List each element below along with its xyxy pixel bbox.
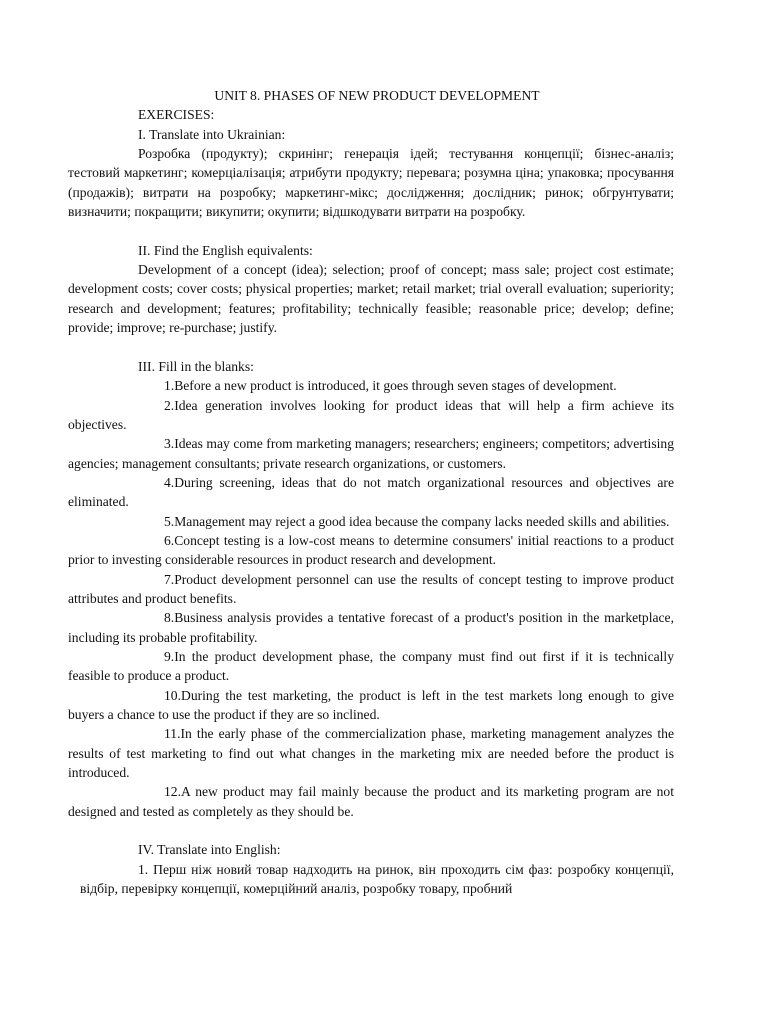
item-text: Ideas may come from marketing managers; researchers; engineers; competitors; advertising agencies; management consultants; private research organizations, or customers. (68, 436, 674, 471)
list-item (68, 570, 674, 609)
list-item (68, 724, 674, 782)
item-number: 7. (164, 571, 175, 587)
item-text: In the product development phase, the company must find out first if it is technically feasible to produce a product. (68, 648, 674, 684)
list-item (68, 396, 674, 435)
item-number: 5. (164, 513, 175, 529)
item-text: Business analysis provides a tentative forecast of a product's position in the marketplace, including its probable profitability. (68, 610, 674, 645)
item-text: Перш ніж новий товар надходить на ринок, він проходить сім фаз: розробку концепції, відбір, перевірку концепції, комерційний аналіз, розробку товару, пробний (80, 861, 674, 897)
section-4-heading: IV. Translate into English: (138, 842, 281, 858)
item-number: 11. (164, 726, 181, 742)
section-3-heading: III. Fill in the blanks: (138, 358, 254, 374)
section-1-text: Розробка (продукту); скринінг; генерація ідей; тестування концепції; бізнес-аналіз; тестовий маркетинг; комерціалізація; атрибути продукту; перевага; розумна ціна; упаковка; просування (продажів); витрати на розробку; маркетинг-мікс; дослідження; дослідник; ринок; обгрунтувати; визначити; покращити; викупити; окупити; відшкодувати витрати на розробку. (68, 146, 674, 220)
item-number: 1. (164, 378, 175, 394)
list-item (68, 376, 674, 395)
item-text: Before a new product is introduced, it goes through seven stages of development. (174, 378, 617, 394)
item-number: 8. (164, 610, 175, 626)
item-number: 1. (138, 861, 149, 877)
exercises-label: EXERCISES: (138, 107, 215, 123)
item-text: During screening, ideas that do not match organizational resources and objectives are eliminated. (68, 474, 674, 510)
list-item (68, 782, 674, 821)
spacer (68, 337, 674, 356)
list-item (68, 860, 674, 899)
list-item (68, 434, 674, 473)
section-2-text: Development of a concept (idea); selection; proof of concept; mass sale; project cost estimate; development costs; cover costs; physical properties; market; retail market; trial overall evaluation; superiority; research and development; features; profitability; technically feasible; reasonable price; develop; define; provide; improve; re-purchase; justify. (68, 262, 674, 336)
item-text: Product development personnel can use the results of concept testing to improve product attributes and product benefits. (68, 571, 674, 606)
item-text: A new product may fail mainly because the product and its marketing program are not designed and tested as completely as they should be. (68, 784, 674, 819)
item-number: 4. (164, 474, 175, 490)
item-text: Concept testing is a low-cost means to determine consumers' initial reactions to a product prior to investing considerable resources in product research and development. (68, 532, 674, 568)
document-page (68, 86, 674, 898)
fill-in-blanks-list (68, 376, 674, 821)
list-item (68, 473, 674, 512)
list-item (68, 512, 674, 531)
item-number: 12. (164, 784, 181, 800)
item-number: 10. (164, 687, 181, 703)
page-title: UNIT 8. PHASES OF NEW PRODUCT DEVELOPMENT (214, 88, 540, 103)
item-text: Management may reject a good idea because the company lacks needed skills and abilities. (174, 513, 670, 529)
list-item (68, 608, 674, 647)
item-number: 6. (164, 532, 175, 548)
item-number: 9. (164, 648, 175, 664)
item-number: 2. (164, 397, 175, 413)
spacer (68, 821, 674, 840)
section-2-heading: II. Find the English equivalents: (138, 242, 313, 258)
item-text: During the test marketing, the product is left in the test markets long enough to give buyers a chance to use the product if they are so inclined. (68, 687, 674, 722)
list-item (68, 686, 674, 725)
section-1-heading: I. Translate into Ukrainian: (138, 126, 286, 142)
item-text: In the early phase of the commercialization phase, marketing management analyzes the results of test marketing to find out what changes in the marketing mix are needed before the product is introduced. (68, 726, 674, 781)
spacer (68, 221, 674, 240)
item-text: Idea generation involves looking for product ideas that will help a firm achieve its objectives. (68, 397, 674, 432)
list-item (68, 531, 674, 570)
item-number: 3. (164, 436, 175, 452)
list-item (68, 647, 674, 686)
